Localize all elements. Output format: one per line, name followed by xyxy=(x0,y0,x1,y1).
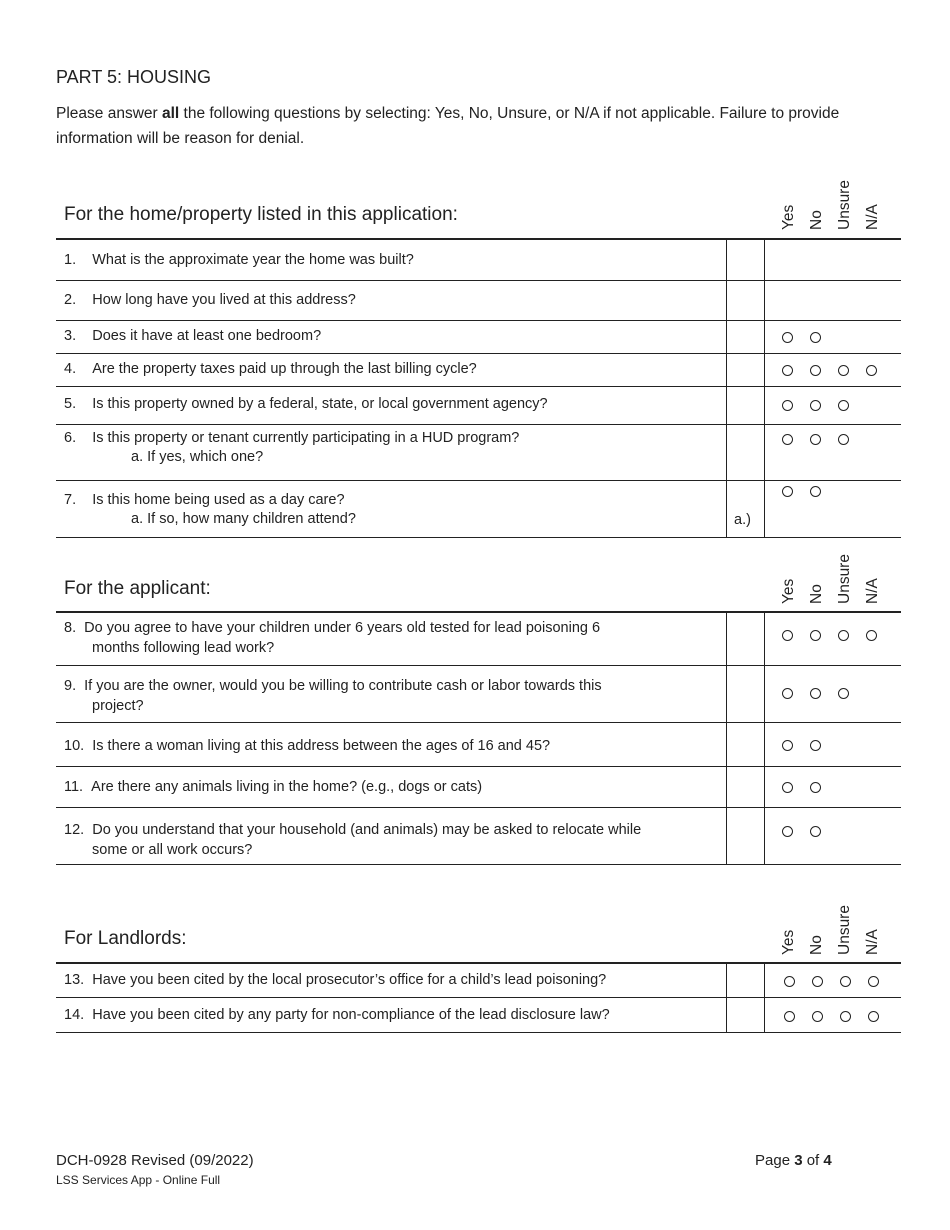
radio-q9-no[interactable] xyxy=(810,688,821,699)
table-divider xyxy=(726,963,727,1032)
part-title: PART 5: HOUSING xyxy=(56,67,212,87)
radio-q12-yes[interactable] xyxy=(782,826,793,837)
question-2: 2. How long have you lived at this address? xyxy=(64,292,356,308)
radio-q4-na[interactable] xyxy=(866,365,877,376)
question-9: 9. If you are the owner, would you be willing to contribute cash or labor towards this project? xyxy=(64,678,602,714)
table-rule xyxy=(56,611,901,613)
radio-q9-yes[interactable] xyxy=(782,688,793,699)
table-rule xyxy=(56,766,901,767)
radio-q4-unsure[interactable] xyxy=(838,365,849,376)
section-title-property: For the home/property listed in this application: xyxy=(64,204,458,225)
radio-q10-no[interactable] xyxy=(810,740,821,751)
question-14: 14. Have you been cited by any party for non-compliance of the lead disclosure law? xyxy=(64,1007,610,1023)
radio-q6-yes[interactable] xyxy=(782,434,793,445)
question-1: 1. What is the approximate year the home was built? xyxy=(64,252,414,268)
page-number: Page 3 of 4 xyxy=(755,1152,832,1169)
radio-q8-no[interactable] xyxy=(810,630,821,641)
radio-q7-yes[interactable] xyxy=(782,486,793,497)
radio-q14-yes[interactable] xyxy=(784,1011,795,1022)
radio-q4-no[interactable] xyxy=(810,365,821,376)
table-rule xyxy=(56,424,901,425)
table-rule xyxy=(56,1032,901,1033)
column-header-yes: Yes xyxy=(780,929,797,955)
radio-q6-unsure[interactable] xyxy=(838,434,849,445)
table-rule xyxy=(56,537,901,538)
radio-q13-no[interactable] xyxy=(812,976,823,987)
section-title-applicant: For the applicant: xyxy=(64,578,211,599)
table-rule xyxy=(56,480,901,481)
radio-q3-no[interactable] xyxy=(810,332,821,343)
question-8: 8. Do you agree to have your children under 6 years old tested for lead poisoning 6 months following lead work? xyxy=(64,620,601,656)
radio-q12-no[interactable] xyxy=(810,826,821,837)
column-header-no: No xyxy=(808,935,825,955)
answer-label-7a: a.) xyxy=(734,512,751,528)
radio-q8-na[interactable] xyxy=(866,630,877,641)
table-divider xyxy=(764,239,765,537)
column-header-na: N/A xyxy=(864,578,881,604)
radio-q5-no[interactable] xyxy=(810,400,821,411)
radio-q9-unsure[interactable] xyxy=(838,688,849,699)
question-10: 10. Is there a woman living at this address between the ages of 16 and 45? xyxy=(64,738,551,754)
radio-q13-unsure[interactable] xyxy=(840,976,851,987)
question-4: 4. Are the property taxes paid up through the last billing cycle? xyxy=(64,361,477,377)
column-header-unsure: Unsure xyxy=(836,905,853,955)
column-header-na: N/A xyxy=(864,929,881,955)
column-header-yes: Yes xyxy=(780,578,797,604)
question-6: 6. Is this property or tenant currently participating in a HUD program? xyxy=(64,430,520,446)
question-11: 11. Are there any animals living in the home? (e.g., dogs or cats) xyxy=(64,779,483,795)
radio-q3-yes[interactable] xyxy=(782,332,793,343)
question-6a: a. If yes, which one? xyxy=(131,449,264,465)
question-12: 12. Do you understand that your household (and animals) may be asked to relocate while some or all work occurs? xyxy=(64,822,642,858)
question-5: 5. Is this property owned by a federal, state, or local government agency? xyxy=(64,396,548,412)
radio-q14-no[interactable] xyxy=(812,1011,823,1022)
radio-q5-yes[interactable] xyxy=(782,400,793,411)
column-header-no: No xyxy=(808,210,825,230)
radio-q8-unsure[interactable] xyxy=(838,630,849,641)
column-header-unsure: Unsure xyxy=(836,180,853,230)
question-3: 3. Does it have at least one bedroom? xyxy=(64,328,322,344)
table-rule xyxy=(56,280,901,281)
table-rule xyxy=(56,962,901,964)
table-rule xyxy=(56,665,901,666)
radio-q5-unsure[interactable] xyxy=(838,400,849,411)
section-title-landlords: For Landlords: xyxy=(64,928,187,949)
question-7: 7. Is this home being used as a day care? xyxy=(64,492,345,508)
column-header-unsure: Unsure xyxy=(836,554,853,604)
column-header-yes: Yes xyxy=(780,204,797,230)
table-divider xyxy=(764,612,765,864)
column-header-no: No xyxy=(808,584,825,604)
radio-q11-yes[interactable] xyxy=(782,782,793,793)
table-rule xyxy=(56,722,901,723)
radio-q8-yes[interactable] xyxy=(782,630,793,641)
table-divider xyxy=(726,612,727,864)
radio-q6-no[interactable] xyxy=(810,434,821,445)
table-divider xyxy=(726,239,727,537)
instructions: Please answer all the following questions by selecting: Yes, No, Unsure, or N/A if not applicable. Failure to provide information will be reason for denial. xyxy=(56,105,840,147)
radio-q13-yes[interactable] xyxy=(784,976,795,987)
table-rule xyxy=(56,353,901,354)
radio-q10-yes[interactable] xyxy=(782,740,793,751)
radio-q14-unsure[interactable] xyxy=(840,1011,851,1022)
radio-q13-na[interactable] xyxy=(868,976,879,987)
table-rule xyxy=(56,807,901,808)
question-13: 13. Have you been cited by the local prosecutor’s office for a child’s lead poisoning? xyxy=(64,972,607,988)
table-rule xyxy=(56,386,901,387)
app-name: LSS Services App - Online Full xyxy=(56,1173,221,1187)
radio-q11-no[interactable] xyxy=(810,782,821,793)
question-7a: a. If so, how many children attend? xyxy=(131,511,356,527)
table-rule xyxy=(56,997,901,998)
form-id: DCH-0928 Revised (09/2022) xyxy=(56,1152,254,1169)
table-rule xyxy=(56,864,901,865)
radio-q4-yes[interactable] xyxy=(782,365,793,376)
table-rule xyxy=(56,238,901,240)
column-header-na: N/A xyxy=(864,204,881,230)
table-rule xyxy=(56,320,901,321)
table-divider xyxy=(764,963,765,1032)
radio-q14-na[interactable] xyxy=(868,1011,879,1022)
radio-q7-no[interactable] xyxy=(810,486,821,497)
